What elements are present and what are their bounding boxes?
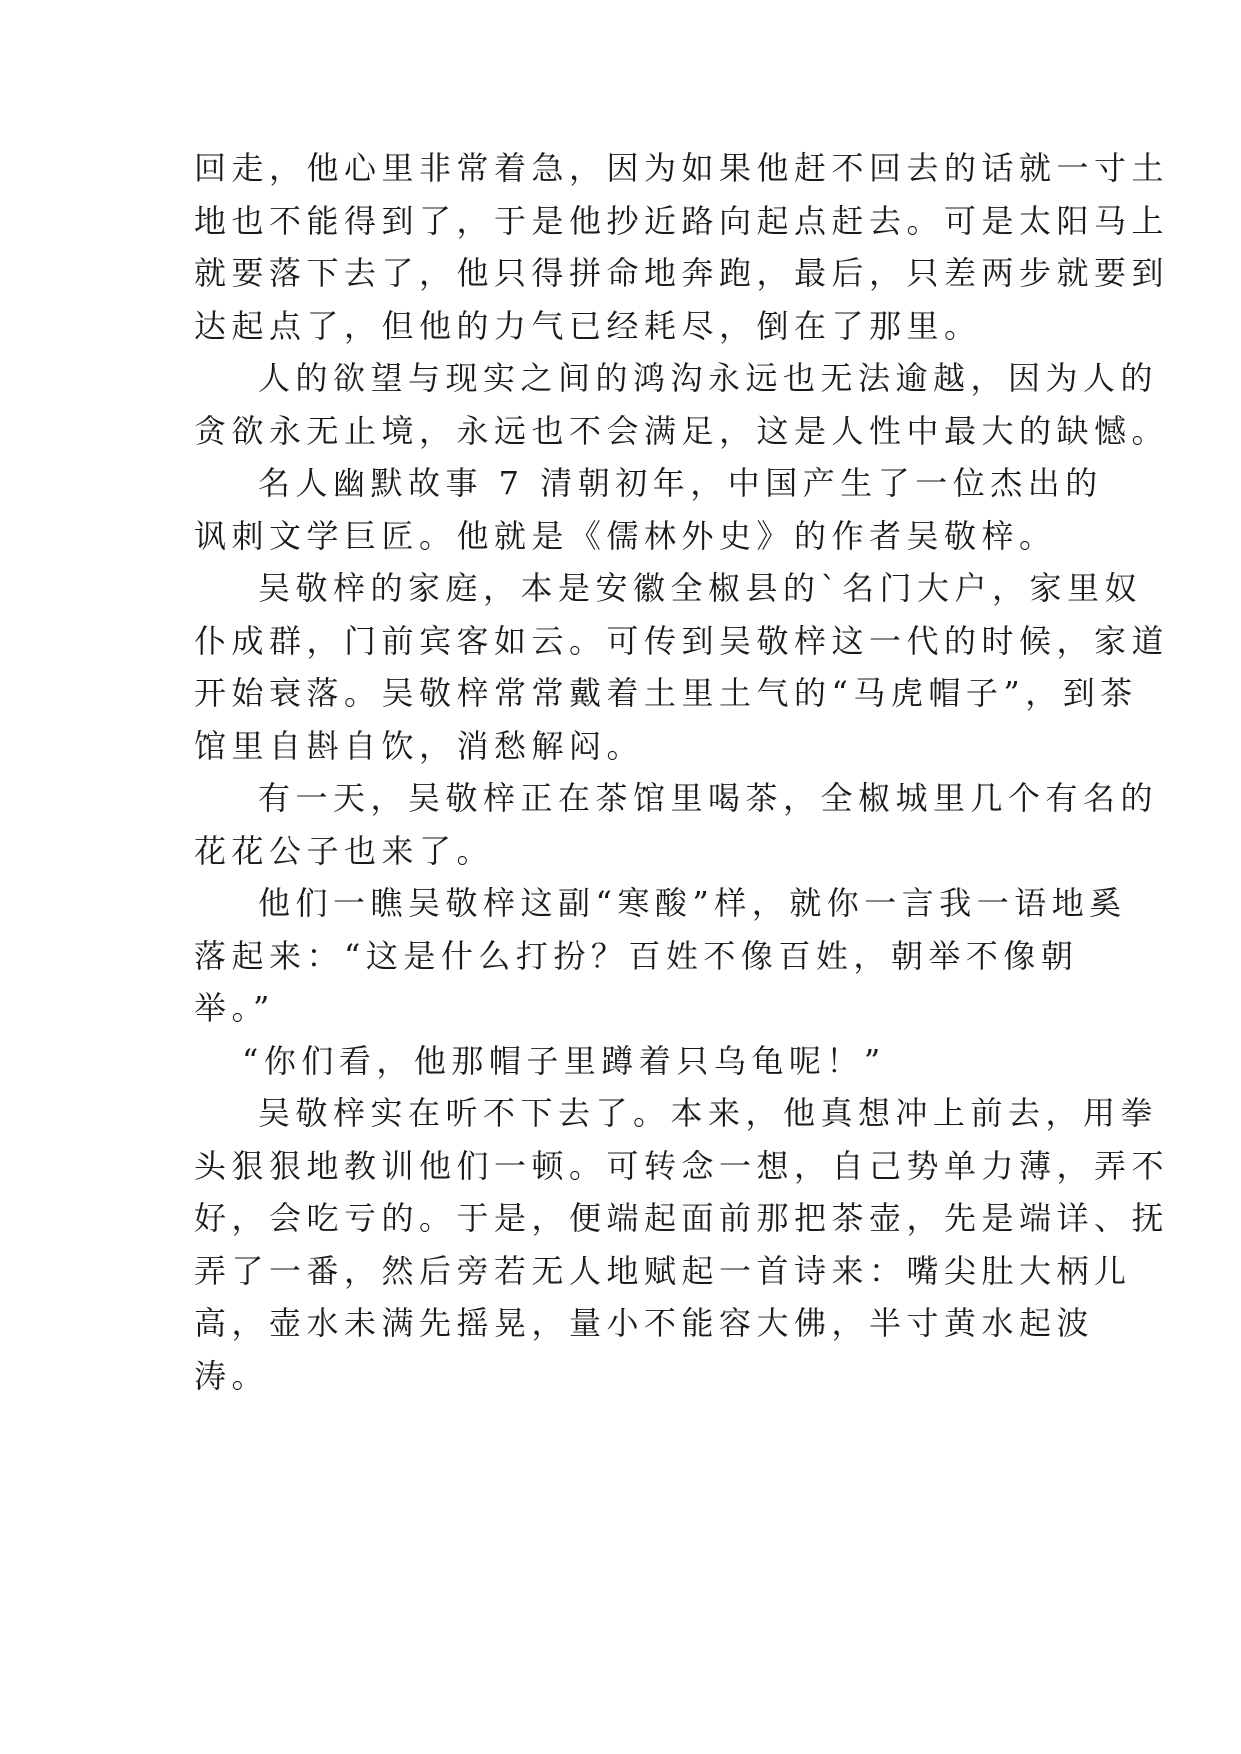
paragraph-first-line: 有一天，吴敬梓正在茶馆里喝茶，全椒城里几个有名的 (258, 779, 1159, 817)
text-line: 仆成群，门前宾客如云。可传到吴敬梓这一代的时候，家道 (194, 622, 1170, 660)
text-line: 举。” (194, 989, 275, 1027)
text-line: 花花公子也来了。 (194, 832, 495, 870)
paragraph-first-line: 人的欲望与现实之间的鸿沟永远也无法逾越，因为人的 (258, 359, 1159, 397)
text-line: 贪欲永无止境，永远也不会满足，这是人性中最大的缺憾。 (194, 412, 1170, 450)
text-line: 落起来：“这是什么打扮？百姓不像百姓，朝举不像朝 (194, 937, 1079, 975)
paragraph-first-line: 吴敬梓实在听不下去了。本来，他真想冲上前去，用拳 (258, 1094, 1159, 1132)
text-line: 地也不能得到了，于是他抄近路向起点赶去。可是太阳马上 (194, 202, 1170, 240)
text-line: 好，会吃亏的。于是，便端起面前那把茶壶，先是端详、抚 (194, 1199, 1170, 1237)
text-line: 涛。 (194, 1357, 270, 1395)
paragraph-first-line: 他们一瞧吴敬梓这副“寒酸”样，就你一言我一语地奚 (258, 884, 1127, 922)
text-line: 弄了一番，然后旁若无人地赋起一首诗来：嘴尖肚大柄儿 (194, 1252, 1132, 1290)
text-line: 开始衰落。吴敬梓常常戴着土里土气的“马虎帽子”，到茶 (194, 674, 1138, 712)
text-line: 回走，他心里非常着急，因为如果他赶不回去的话就一寸土 (194, 149, 1170, 187)
text-line: 就要落下去了，他只得拼命地奔跑，最后，只差两步就要到 (194, 254, 1170, 292)
text-line: 馆里自斟自饮，消愁解闷。 (194, 727, 645, 765)
text-line: 讽刺文学巨匠。他就是《儒林外史》的作者吴敬梓。 (194, 517, 1057, 555)
story-heading-line: 名人幽默故事 7 清朝初年，中国产生了一位杰出的 (258, 464, 1103, 502)
dialogue-line: “你们看，他那帽子里蹲着只乌龟呢！” (242, 1042, 886, 1080)
text-line: 达起点了，但他的力气已经耗尽，倒在了那里。 (194, 307, 982, 345)
paragraph-first-line: 吴敬梓的家庭，本是安徽全椒县的`名门大户，家里奴 (258, 569, 1143, 607)
text-line: 头狠狠地教训他们一顿。可转念一想，自己势单力薄，弄不 (194, 1147, 1170, 1185)
text-line: 高，壶水未满先摇晃，量小不能容大佛，半寸黄水起波 (194, 1304, 1095, 1342)
